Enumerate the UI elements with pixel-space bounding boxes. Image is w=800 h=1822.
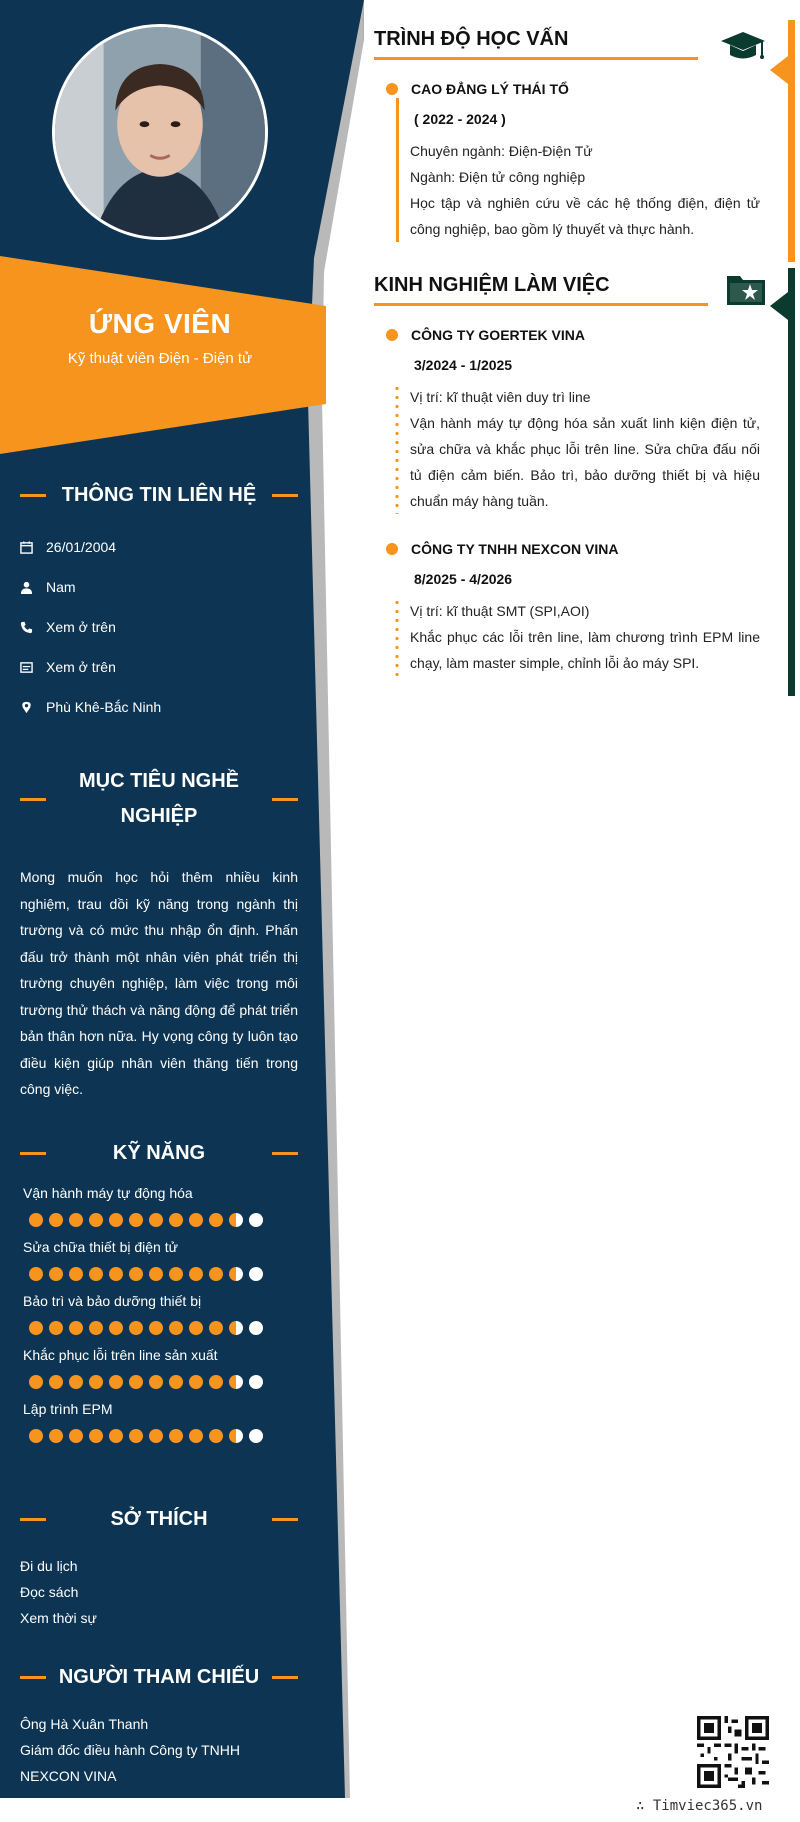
skill-dot	[249, 1267, 263, 1281]
skill-dot	[129, 1375, 143, 1389]
skill-dot	[49, 1321, 63, 1335]
skills-title: KỸ NĂNG	[112, 1142, 206, 1164]
contact-gender-text: Nam	[46, 579, 76, 595]
skill-dot	[109, 1375, 123, 1389]
references-heading	[20, 1660, 298, 1695]
skills-section	[20, 1136, 298, 1451]
graduation-cap-icon	[720, 30, 766, 69]
skill-dot	[209, 1375, 223, 1389]
skill-dot	[49, 1375, 63, 1389]
reference-role: Giám đốc điều hành Công ty TNHH NEXCON VINA	[20, 1742, 240, 1784]
hobbies-title: SỞ THÍCH	[110, 1508, 208, 1530]
skill-dot	[169, 1321, 183, 1335]
references-section	[20, 1660, 298, 1789]
experience-title: KINH NGHIỆM LÀM VIỆC	[374, 274, 610, 296]
skill-dot	[189, 1213, 203, 1227]
skill-dot	[209, 1321, 223, 1335]
contact-phone	[20, 607, 298, 647]
skill-dot	[229, 1375, 243, 1389]
experience-section	[374, 266, 760, 676]
skill-dot	[89, 1375, 103, 1389]
contact-section	[20, 478, 298, 727]
skill-dot	[229, 1321, 243, 1335]
skill-dot	[29, 1267, 43, 1281]
qr-code	[697, 1716, 769, 1788]
objective-title-line2: NGHIỆP	[120, 805, 198, 827]
job-company-row	[374, 320, 760, 350]
skill-rating	[20, 1367, 298, 1397]
skill-dot	[129, 1429, 143, 1443]
skill-name: Vận hành máy tự động hóa	[23, 1185, 193, 1201]
education-side-tab	[770, 56, 788, 84]
job-company: CÔNG TY GOERTEK VINA	[411, 327, 585, 343]
bullet-icon	[386, 83, 398, 95]
objective-title	[46, 764, 272, 834]
contact-title: THÔNG TIN LIÊN HỆ	[61, 484, 257, 506]
skills-list	[20, 1181, 298, 1451]
job-company: CÔNG TY TNHH NEXCON VINA	[411, 541, 619, 557]
heading-dash	[20, 1676, 46, 1679]
skill-rating	[20, 1259, 298, 1289]
skill-dot	[249, 1213, 263, 1227]
skill-dot	[249, 1321, 263, 1335]
education-entry	[374, 74, 760, 242]
references-title: NGƯỜI THAM CHIẾU	[58, 1666, 260, 1688]
heading-dash	[272, 1518, 298, 1521]
skill-dot	[89, 1429, 103, 1443]
bullet-icon	[386, 329, 398, 341]
avatar	[52, 24, 268, 240]
candidate-title: Kỹ thuật viên Điện - Điện tử	[67, 350, 253, 367]
job-entry	[374, 534, 760, 676]
skill-item	[20, 1289, 298, 1343]
skill-item	[20, 1343, 298, 1397]
skill-dot	[169, 1375, 183, 1389]
skill-dot	[69, 1267, 83, 1281]
job-timeline-dots	[395, 384, 399, 514]
education-title: TRÌNH ĐỘ HỌC VẤN	[374, 28, 569, 50]
skill-rating	[20, 1313, 298, 1343]
heading-underline	[374, 57, 698, 60]
heading-underline	[374, 303, 708, 306]
skill-dot	[29, 1375, 43, 1389]
skill-dot	[129, 1321, 143, 1335]
job-period: 3/2024 - 1/2025	[414, 357, 513, 373]
hobbies-list	[20, 1553, 298, 1631]
email-icon	[20, 659, 46, 675]
skill-name: Bảo trì và bảo dưỡng thiết bị	[23, 1293, 202, 1309]
contact-gender	[20, 567, 298, 607]
skill-dot	[169, 1429, 183, 1443]
skill-dot	[189, 1375, 203, 1389]
heading-dash	[20, 1518, 46, 1521]
education-line: Ngành: Điện tử công nghiệp	[410, 169, 586, 185]
contact-list	[20, 527, 298, 727]
contact-address-text: Phù Khê-Bắc Ninh	[46, 699, 162, 715]
heading-dash	[272, 798, 298, 801]
contact-birthdate-text: 26/01/2004	[46, 539, 117, 555]
skill-rating	[20, 1421, 298, 1451]
skill-dot	[49, 1213, 63, 1227]
job-line: Vận hành máy tự động hóa sản xuất linh kiện điện tử, sửa chữa và khắc phục lỗi trên line. Sửa chữa đấu nối tủ điện cảm biến. Bảo trì, bảo dưỡng thiết bị và hiệu chuẩn máy hàng tuần.	[410, 415, 760, 509]
phone-icon	[20, 619, 46, 635]
skill-dot	[69, 1321, 83, 1335]
contact-address	[20, 687, 298, 727]
folder-star-icon	[726, 272, 766, 311]
skill-dot	[189, 1267, 203, 1281]
skill-dot	[229, 1213, 243, 1227]
skill-dot	[109, 1213, 123, 1227]
experience-heading	[374, 266, 760, 306]
skill-dot	[189, 1429, 203, 1443]
skill-dot	[169, 1267, 183, 1281]
skill-dot	[149, 1429, 163, 1443]
reference-name: Ông Hà Xuân Thanh	[20, 1716, 149, 1732]
heading-dash	[272, 1676, 298, 1679]
experience-side-bar	[788, 268, 795, 696]
hobbies-section	[20, 1502, 298, 1631]
skill-dot	[249, 1429, 263, 1443]
skill-dot	[29, 1429, 43, 1443]
bullet-icon	[386, 543, 398, 555]
objective-section	[20, 764, 298, 1103]
skill-dot	[149, 1321, 163, 1335]
education-timeline-bar	[396, 98, 399, 242]
heading-dash	[272, 494, 298, 497]
heading-dash	[20, 494, 46, 497]
heading-dash	[272, 1152, 298, 1155]
skill-dot	[29, 1213, 43, 1227]
job-entry	[374, 320, 760, 514]
skill-item	[20, 1181, 298, 1235]
candidate-header	[0, 308, 320, 367]
job-line: Khắc phục các lỗi trên line, làm chương trình EPM line chạy, làm master simple, chỉnh lỗi ảo máy SPI.	[410, 629, 760, 671]
heading-dash	[20, 1152, 46, 1155]
skills-heading	[20, 1136, 298, 1171]
skill-dot	[209, 1267, 223, 1281]
skill-name: Lập trình EPM	[23, 1401, 113, 1417]
skill-dot	[229, 1267, 243, 1281]
skill-dot	[249, 1375, 263, 1389]
education-line: Chuyên ngành: Điện-Điện Tử	[410, 143, 593, 159]
skill-dot	[209, 1429, 223, 1443]
contact-email	[20, 647, 298, 687]
skill-dot	[49, 1429, 63, 1443]
calendar-icon	[20, 539, 46, 555]
skill-dot	[149, 1375, 163, 1389]
job-timeline-dots	[395, 598, 399, 676]
skill-dot	[89, 1267, 103, 1281]
skill-item	[20, 1235, 298, 1289]
skill-dot	[49, 1267, 63, 1281]
skill-dot	[69, 1375, 83, 1389]
skill-dot	[29, 1321, 43, 1335]
person-icon	[20, 579, 46, 595]
job-period: 8/2025 - 4/2026	[414, 571, 513, 587]
contact-email-text: Xem ở trên	[46, 659, 116, 675]
skill-dot	[229, 1429, 243, 1443]
skill-dot	[69, 1429, 83, 1443]
skill-dot	[109, 1321, 123, 1335]
skill-dot	[89, 1321, 103, 1335]
contact-birthdate	[20, 527, 298, 567]
skill-item	[20, 1397, 298, 1451]
education-heading	[374, 20, 760, 60]
job-company-row	[374, 534, 760, 564]
skill-rating	[20, 1205, 298, 1235]
job-details	[396, 598, 760, 676]
skill-name: Sửa chữa thiết bị điện tử	[23, 1239, 178, 1255]
job-details	[396, 384, 760, 514]
education-period: ( 2022 - 2024 )	[414, 111, 506, 127]
skill-dot	[89, 1213, 103, 1227]
contact-heading	[20, 478, 298, 513]
hobbies-heading	[20, 1502, 298, 1537]
skill-dot	[189, 1321, 203, 1335]
skill-dot	[109, 1267, 123, 1281]
objective-title-line1: MỤC TIÊU NGHỀ	[79, 770, 239, 792]
education-school: CAO ĐẲNG LÝ THÁI TỔ	[411, 81, 569, 97]
skill-dot	[149, 1213, 163, 1227]
heading-dash	[20, 798, 46, 801]
references-list	[20, 1711, 298, 1789]
location-icon	[20, 699, 46, 715]
skill-dot	[149, 1267, 163, 1281]
job-line: Vị trí: kĩ thuật SMT (SPI,AOI)	[410, 603, 590, 619]
education-details	[396, 138, 760, 242]
hobby-item: Đọc sách	[20, 1584, 79, 1600]
education-line: Học tập và nghiên cứu về các hệ thống điện, điện tử công nghiệp, bao gồm lý thuyết và thực hành.	[410, 195, 760, 237]
brand-text: ∴ Timviec365.vn	[636, 1798, 763, 1814]
education-section	[374, 20, 760, 242]
skill-dot	[169, 1213, 183, 1227]
job-line: Vị trí: kĩ thuật viên duy trì line	[410, 389, 591, 405]
skill-dot	[209, 1213, 223, 1227]
education-school-row	[374, 74, 760, 104]
hobby-item: Xem thời sự	[20, 1610, 97, 1626]
skill-dot	[129, 1213, 143, 1227]
contact-phone-text: Xem ở trên	[46, 619, 116, 635]
education-side-bar	[788, 20, 795, 262]
skill-name: Khắc phục lỗi trên line sản xuất	[23, 1347, 218, 1363]
hobby-item: Đi du lịch	[20, 1558, 78, 1574]
objective-heading	[20, 764, 298, 834]
skill-dot	[109, 1429, 123, 1443]
avatar-photo	[55, 27, 265, 237]
skill-dot	[69, 1213, 83, 1227]
experience-side-tab	[770, 292, 788, 320]
candidate-name: ỨNG VIÊN	[88, 308, 232, 339]
skill-dot	[129, 1267, 143, 1281]
objective-text: Mong muốn học hỏi thêm nhiều kinh nghiệm, trau dồi kỹ năng trong ngành thị trường và có mức thu nhập ổn định. Phấn đấu trở thành một nhân viên phát triển thị trường chuyên nghiệp, làm việc trong môi trường thử thách và năng động để phát triển bản thân hơn nữa. Hy vọng công ty luôn tạo điều kiện giúp nhân viên thăng tiến trong công việc.	[20, 869, 298, 1097]
